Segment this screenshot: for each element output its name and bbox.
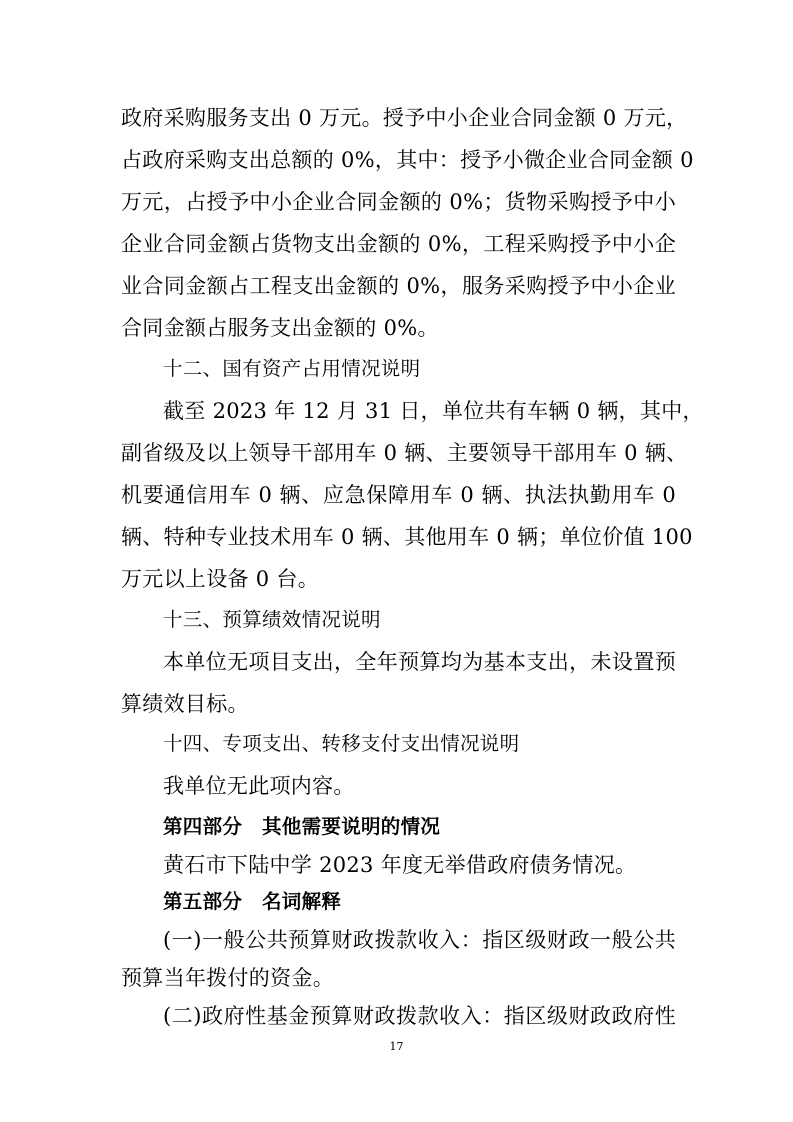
paragraph-line: 万元，占授予中小企业合同金额的 0%；货物采购授予中小: [121, 190, 676, 214]
page-number: 17: [389, 1040, 404, 1053]
paragraph-line: 万元以上设备 0 台。: [121, 567, 320, 591]
section-heading-12: 十二、国有资产占用情况说明: [163, 357, 421, 380]
part-five-heading: 第五部分 名词解释: [163, 890, 342, 913]
definition-line: (二)政府性基金预算财政拨款收入：指区级财政政府性: [163, 1004, 676, 1028]
paragraph-line: 黄石市下陆中学 2023 年度无举借政府债务情况。: [163, 853, 637, 877]
part-four-heading: 第四部分 其他需要说明的情况: [163, 815, 441, 838]
paragraph-line: 政府采购服务支出 0 万元。授予中小企业合同金额 0 万元，: [121, 106, 688, 130]
paragraph-line: 本单位无项目支出，全年预算均为基本支出，未设置预: [163, 650, 676, 674]
paragraph-line: 算绩效目标。: [121, 692, 249, 716]
paragraph-line: 合同金额占服务支出金额的 0%。: [121, 316, 439, 340]
paragraph-line: 企业合同金额占货物支出金额的 0%，工程采购授予中小企: [121, 232, 676, 256]
section-heading-14: 十四、专项支出、转移支付支出情况说明: [163, 732, 520, 755]
paragraph-line: 副省级及以上领导干部用车 0 辆、主要领导干部用车 0 辆、: [121, 441, 688, 465]
paragraph-line: 占政府采购支出总额的 0%，其中：授予小微企业合同金额 0: [121, 148, 694, 172]
paragraph-line: 截至 2023 年 12 月 31 日，单位共有车辆 0 辆，其中，: [163, 399, 704, 423]
paragraph-line: 业合同金额占工程支出金额的 0%，服务采购授予中小企业: [121, 274, 676, 298]
paragraph-line: 辆、特种专业技术用车 0 辆、其他用车 0 辆；单位价值 100: [121, 525, 693, 549]
paragraph-line: 机要通信用车 0 辆、应急保障用车 0 辆、执法执勤用车 0: [121, 483, 676, 507]
section-heading-13: 十三、预算绩效情况说明: [163, 608, 381, 631]
definition-line: 预算当年拨付的资金。: [121, 966, 334, 990]
paragraph-line: 我单位无此项内容。: [163, 774, 355, 798]
definition-line: (一)一般公共预算财政拨款收入：指区级财政一般公共: [163, 928, 676, 952]
